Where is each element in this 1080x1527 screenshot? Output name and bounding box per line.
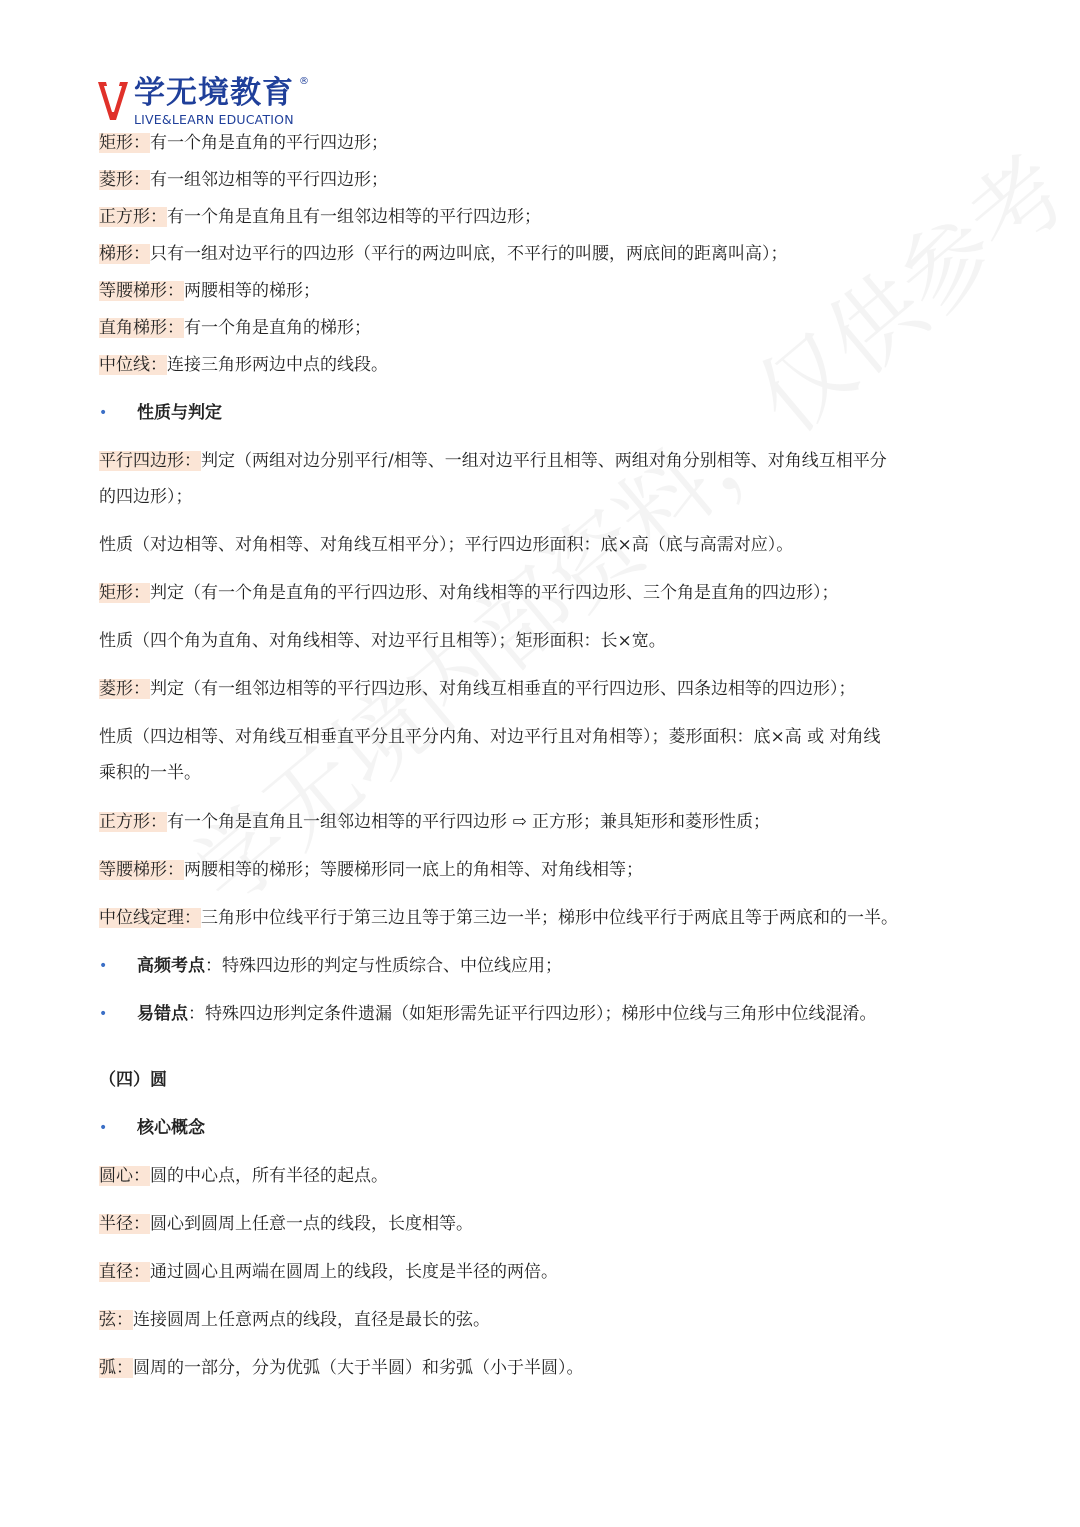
isosceles-trapezoid-prop: [99, 857, 643, 883]
bullet-icon: •: [99, 405, 108, 421]
text: 圆的中心点，所有半径的起点。: [150, 1166, 388, 1186]
def-text: 两腰相等的梯形；: [184, 281, 320, 301]
def-text: 有一组邻边相等的平行四边形；: [150, 170, 388, 190]
text: 圆周的一部分，分为优弧（大于半圆）和劣弧（小于半圆）。: [133, 1358, 584, 1378]
circle-chord: [99, 1307, 490, 1333]
term: 正方形：: [99, 207, 167, 227]
def-right-trapezoid: [99, 315, 371, 341]
term: 半径：: [99, 1214, 150, 1234]
term: 圆心：: [99, 1166, 150, 1186]
logo-text-cn: 学无境教育: [134, 75, 294, 111]
term: 直角梯形：: [99, 318, 184, 338]
term: 菱形：: [99, 679, 150, 699]
def-text: 有一个角是直角且有一组邻边相等的平行四边形；: [167, 207, 541, 227]
rhombus-judge: [99, 676, 856, 702]
def-rhombus: [99, 167, 388, 193]
def-text: 有一个角是直角的平行四边形；: [150, 133, 388, 153]
parallelogram-judge: [99, 448, 887, 474]
circle-diameter: [99, 1259, 558, 1285]
term: 直径：: [99, 1262, 150, 1282]
term: 矩形：: [99, 133, 150, 153]
term: 正方形：: [99, 812, 167, 832]
term: 中位线定理：: [99, 908, 201, 928]
def-midline: [99, 352, 388, 378]
bullet-icon: •: [99, 1120, 108, 1136]
text: 通过圆心且两端在圆周上的线段，长度是半径的两倍。: [150, 1262, 558, 1282]
text: 三角形中位线平行于第三边且等于第三边一半；梯形中位线平行于两底且等于两底和的一半。: [201, 908, 898, 928]
term: 等腰梯形：: [99, 860, 184, 880]
circle-arc: [99, 1355, 584, 1381]
hot-label: 高频考点: [137, 956, 205, 976]
err-label: 易错点: [137, 1004, 188, 1024]
def-trapezoid: [99, 241, 788, 267]
text: 判定（有一个角是直角的平行四边形、对角线相等的平行四边形、三个角是直角的四边形）；: [150, 583, 839, 603]
circle-radius: [99, 1211, 473, 1237]
logo: [96, 74, 336, 130]
term: 弧：: [99, 1358, 133, 1378]
heading-text: 性质与判定: [137, 403, 222, 423]
term: 矩形：: [99, 583, 150, 603]
parallelogram-judge-cont: 的四边形）；: [99, 487, 193, 507]
bullet-icon: •: [99, 1006, 108, 1022]
term: 菱形：: [99, 170, 150, 190]
def-isosceles-trapezoid: [99, 278, 320, 304]
midline-theorem: [99, 905, 898, 931]
term: 等腰梯形：: [99, 281, 184, 301]
error-points-text: [137, 1001, 877, 1027]
logo-registered-mark: ®: [299, 76, 309, 87]
rhombus-prop: 性质（四边相等、对角线互相垂直平分且平分内角、对边平行且对角相等）；菱形面积：底×高 或 对角线: [99, 727, 881, 747]
rhombus-prop-cont: 乘积的一半。: [99, 763, 201, 783]
term: 梯形：: [99, 244, 150, 264]
def-text: 只有一组对边平行的四边形（平行的两边叫底，不平行的叫腰，两底间的距离叫高）；: [150, 244, 788, 264]
term: 平行四边形：: [99, 451, 201, 471]
err-text: ：特殊四边形判定条件遗漏（如矩形需先证平行四边形）；梯形中位线与三角形中位线混淆。: [188, 1004, 877, 1024]
text: 两腰相等的梯形；等腰梯形同一底上的角相等、对角线相等；: [184, 860, 643, 880]
text: 圆心到圆周上任意一点的线段，长度相等。: [150, 1214, 473, 1234]
term: 中位线：: [99, 355, 167, 375]
hot-text: ：特殊四边形的判定与性质综合、中位线应用；: [205, 956, 562, 976]
rectangle-judge: [99, 580, 839, 606]
def-text: 连接三角形两边中点的线段。: [167, 355, 388, 375]
circle-center: [99, 1163, 388, 1189]
def-text: 有一个角是直角的梯形；: [184, 318, 371, 338]
rectangle-prop: 性质（四个角为直角、对角线相等、对边平行且相等）；矩形面积：长×宽。: [99, 631, 666, 651]
text: 判定（两组对边分别平行/相等、一组对边平行且相等、两组对角分别相等、对角线互相平分: [201, 451, 887, 471]
text: 有一个角是直角且一组邻边相等的平行四边形 ⇨ 正方形；兼具矩形和菱形性质；: [167, 812, 771, 832]
heading-text: 核心概念: [137, 1118, 205, 1138]
text: 判定（有一组邻边相等的平行四边形、对角线互相垂直的平行四边形、四条边相等的四边形）；: [150, 679, 856, 699]
def-rectangle: [99, 130, 388, 156]
def-square: [99, 204, 541, 230]
text: 连接圆周上任意两点的线段，直径是最长的弦。: [133, 1310, 490, 1330]
logo-text-en: LIVE&LEARN EDUCATION: [134, 112, 294, 127]
logo-icon: [96, 78, 130, 122]
bullet-icon: •: [99, 958, 108, 974]
hot-points-text: [137, 953, 562, 979]
term: 弦：: [99, 1310, 133, 1330]
parallelogram-prop: 性质（对边相等、对角相等、对角线互相平分）；平行四边形面积：底×高（底与高需对应）。: [99, 535, 794, 555]
section-heading-circle: （四）圆: [99, 1070, 167, 1090]
square-judge: [99, 809, 770, 835]
